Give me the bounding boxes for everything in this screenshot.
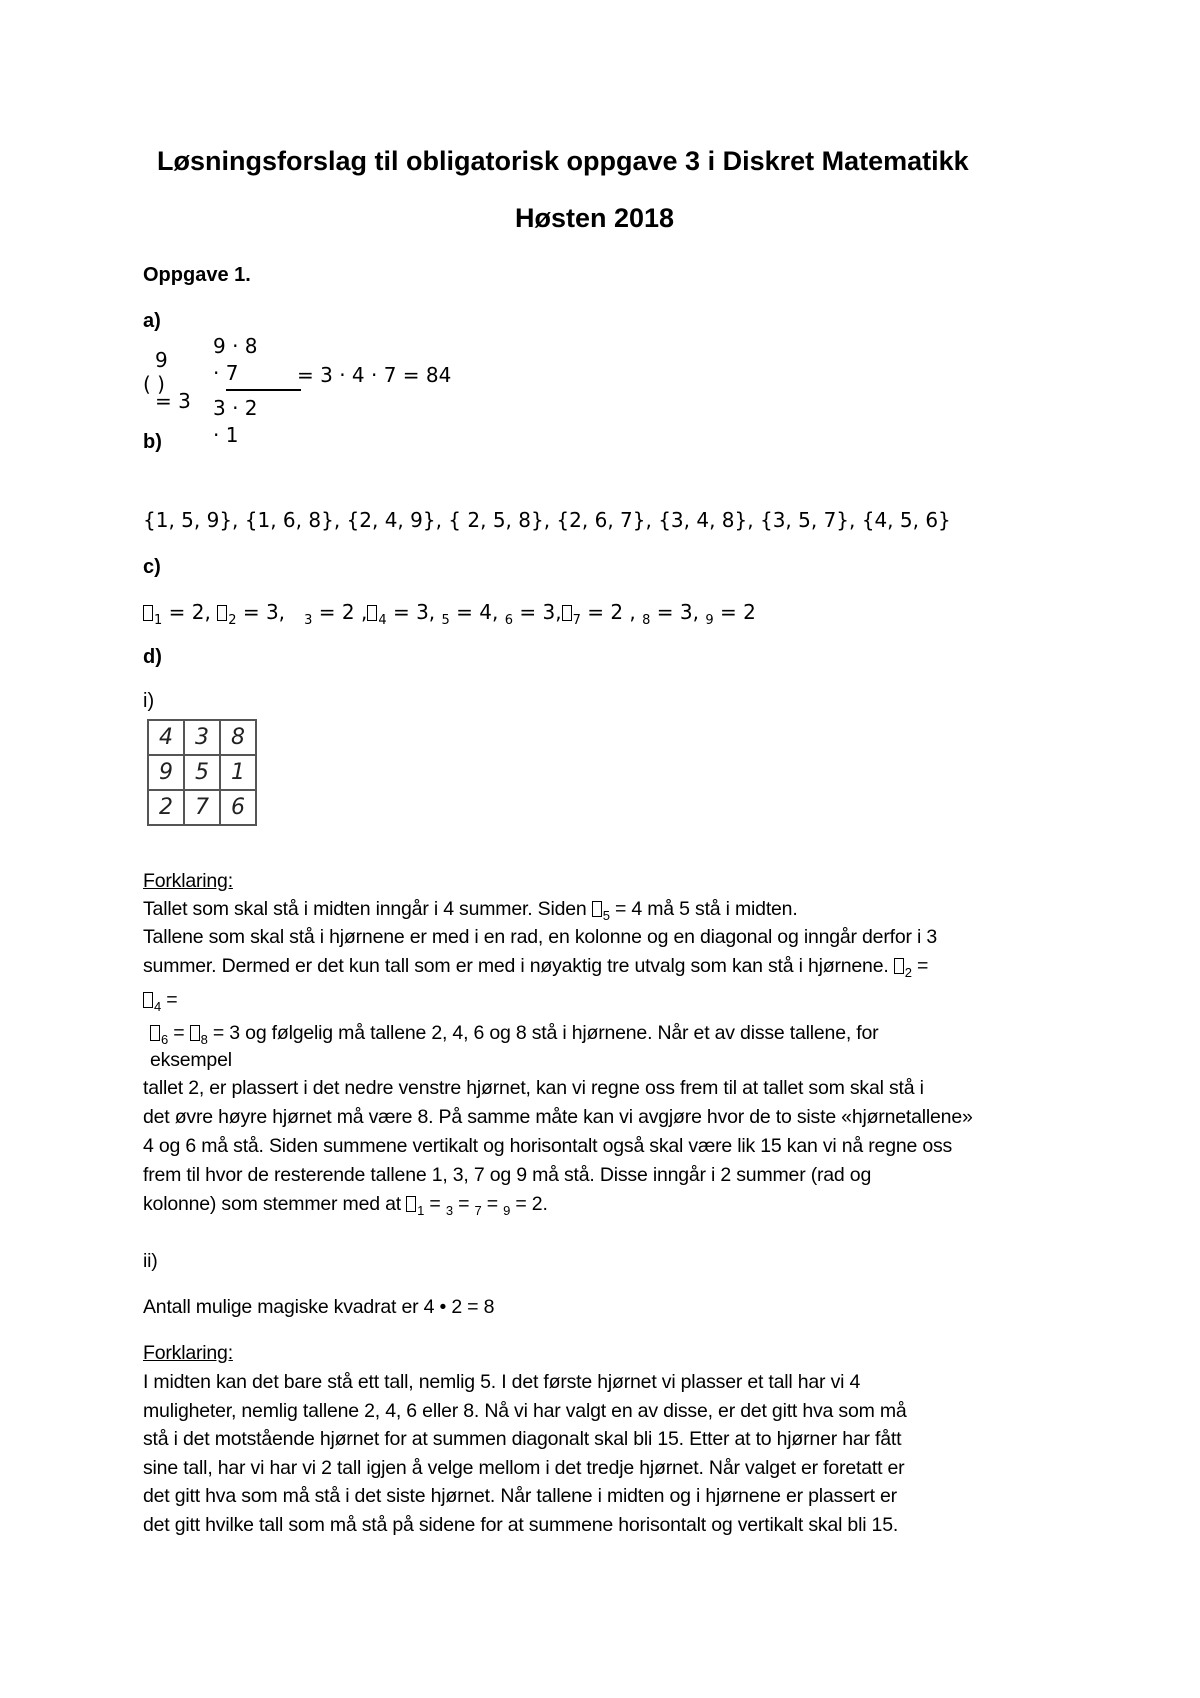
binom-eq: = 3 [155, 389, 191, 413]
page-subtitle: Høsten 2018 [515, 203, 675, 233]
grid-row [148, 755, 256, 790]
a-result: = 3 · 4 · 7 = 84 [297, 363, 452, 387]
paragraph-line: eksempel [150, 1049, 232, 1071]
paragraph-line: sine tall, har vi har vi 2 tall igjen å velge mellom i det tredje hjørnet. Når valget er foretatt er [143, 1457, 905, 1479]
paragraph-line: Tallet som skal stå i midten inngår i 4 summer. Siden $_5$ = 4 må 5 stå i midten. [143, 898, 798, 923]
paragraph-line: summer. Dermed er det kun tall som er med i nøyaktig tre utvalg som kan stå i hjørnene. $_2$ = [143, 955, 929, 980]
forklaring-label: Forklaring: [143, 870, 233, 892]
paragraph-line: $_6$ = $_8$ = 3 og følgelig må tallene 2, 4, 6 og 8 stå i hjørnene. Når et av disse tallene, for [150, 1022, 878, 1045]
grid-cell: 4 [148, 720, 184, 755]
paragraph-line: frem til hvor de resterende tallene 1, 3, 7 og 9 må stå. Disse inngår i 2 summer (rad og [143, 1164, 872, 1186]
paragraph-line: Tallene som skal stå i hjørnene er med i en rad, en kolonne og en diagonal og inngår derfor i 3 [143, 926, 937, 948]
missing-glyph-icon [143, 992, 153, 1008]
paragraph-line: 4 og 6 må stå. Siden summene vertikalt og horisontalt også skal være lik 15 kan vi nå regne oss [143, 1135, 953, 1157]
paragraph-line: stå i det motstående hjørnet for at summen diagonalt skal bli 15. Etter at to hjørner har fått [143, 1428, 902, 1450]
binom-paren: ( ) [143, 372, 165, 396]
paragraph-line: muligheter, nemlig tallene 2, 4, 6 eller 8. Nå vi har valgt en av disse, er det gitt hva som må [143, 1400, 907, 1422]
missing-glyph-icon [190, 1025, 200, 1041]
b-sets: {1, 5, 9}, {1, 6, 8}, {2, 4, 9}, { 2, 5, 8}, {2, 6, 7}, {3, 4, 8}, {3, 5, 7}, {4, 5, 6} [143, 508, 951, 532]
grid-cell: 1 [220, 755, 256, 790]
section-heading: Oppgave 1. [143, 264, 251, 286]
label-d-ii: ii) [143, 1250, 158, 1272]
grid-cell: 8 [220, 720, 256, 755]
missing-glyph-icon [217, 605, 227, 621]
magic-square [147, 719, 257, 826]
grid-row [148, 790, 256, 825]
label-a: a) [143, 310, 161, 332]
grid-cell: 9 [148, 755, 184, 790]
paragraph-line: det gitt hvilke tall som må stå på sidene for at summene horisontalt og vertikalt skal bli 15. [143, 1514, 899, 1536]
fraction-denominator-2: · 1 [213, 423, 239, 447]
paragraph-line: tallet 2, er plassert i det nedre venstre hjørnet, kan vi regne oss frem til at tallet som skal stå i [143, 1077, 924, 1099]
missing-glyph-icon [150, 1025, 160, 1041]
antall-statement: Antall mulige magiske kvadrat er 4 • 2 = 8 [143, 1296, 495, 1318]
grid-cell: 5 [184, 755, 220, 790]
paragraph-line: kolonne) som stemmer med at $_1$ = $_3$ = $_7$ = $_9$ = 2. [143, 1193, 548, 1218]
paragraph-line: $_4$ = [143, 989, 177, 1012]
binom-top: 9 [155, 348, 168, 372]
missing-glyph-icon [367, 605, 377, 621]
label-d: d) [143, 646, 162, 668]
missing-glyph-icon [592, 901, 602, 917]
label-d-i: i) [143, 690, 155, 712]
grid-row [148, 720, 256, 755]
grid-cell: 7 [184, 790, 220, 825]
grid-cell: 3 [184, 720, 220, 755]
paragraph-line: det gitt hva som må stå i det siste hjørnet. Når tallene i midten og i hjørnene er plassert er [143, 1485, 897, 1507]
page-title: Løsningsforslag til obligatorisk oppgave 3 i Diskret Matematikk [157, 146, 969, 176]
c-frequencies: $_1$ = 2, $_2$ = 3, $_3$ = 2 , $_4$ = 3, $_5$ = 4, $_6$ = 3, $_7$ = 2 , $_8$ = 3, $_9$ = 2 [143, 600, 756, 624]
missing-glyph-icon [406, 1196, 416, 1212]
missing-glyph-icon [562, 605, 572, 621]
missing-glyph-icon [894, 958, 904, 974]
fraction-denominator-1: 3 · 2 [213, 396, 258, 420]
grid-cell: 2 [148, 790, 184, 825]
missing-glyph-icon [143, 605, 153, 621]
label-c: c) [143, 556, 161, 578]
fraction-bar [226, 389, 301, 391]
fraction-numerator-1: 9 · 8 [213, 334, 258, 358]
forklaring-label-2: Forklaring: [143, 1342, 233, 1364]
fraction-numerator-2: · 7 [213, 361, 239, 385]
label-b: b) [143, 431, 162, 453]
paragraph-line: I midten kan det bare stå ett tall, nemlig 5. I det første hjørnet vi plasser et tall har vi 4 [143, 1371, 861, 1393]
paragraph-line: det øvre høyre hjørnet må være 8. På samme måte kan vi avgjøre hvor de to siste «hjørnetallene» [143, 1106, 973, 1128]
grid-cell: 6 [220, 790, 256, 825]
